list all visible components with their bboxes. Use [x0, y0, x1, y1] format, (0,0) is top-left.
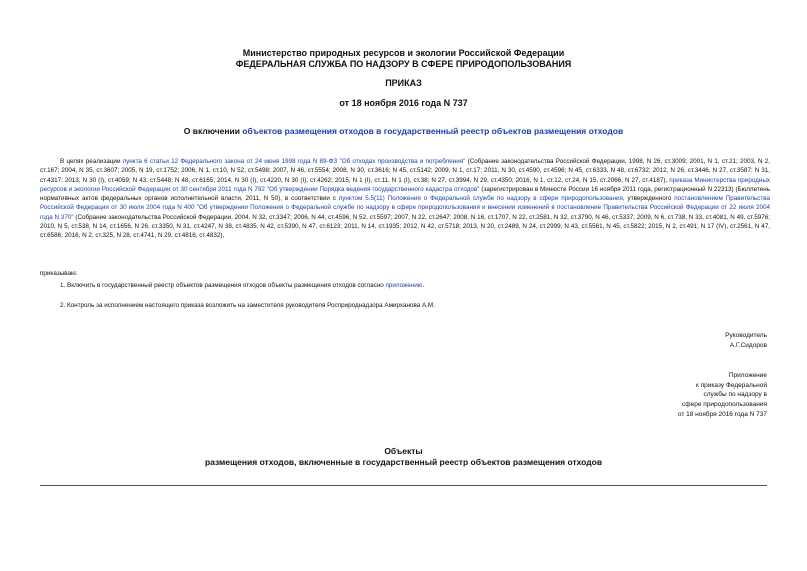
item-2 — [40, 301, 770, 310]
resolution-400-link[interactable]: постановлением Правительства Российской Федерации от 30 июля 2004 года N 400 "Об утверждении Положения о Федеральной службе по надзору в сфере природопользования и внесении изменений в постановление Правительства Российской Федерации от 22 июля 2004 года N 370" — [40, 195, 770, 221]
appendix-title: Объекты — [384, 446, 423, 456]
appendix-subtitle: размещения отходов, включенные в государственный реестр объектов размещения отходов — [204, 457, 603, 467]
horizontal-divider — [40, 485, 767, 486]
appendix-ref-line-2: к приказу Федеральной — [696, 381, 767, 389]
preamble-text-3: (зарегистрирован в Минюсте России 16 ноября 2011 года, регистрационный N 22313) (Бюллетень нормативных актов федеральных органов исполнительной власти, 2011, N 50), в соответствии с — [40, 185, 770, 203]
law-89-fz-link[interactable]: пункта 6 статьи 12 Федерального закона от 24 июня 1998 года N 89-ФЗ "Об отходах производства и потребления" — [122, 158, 466, 165]
ministry-name: Министерство природных ресурсов и экологии Российской Федерации — [242, 48, 565, 58]
title-link[interactable]: объектов размещения отходов в государственный реестр объектов размещения отходов — [242, 126, 624, 136]
signature-name: А.Г.Сидоров — [729, 341, 767, 349]
service-name: ФЕДЕРАЛЬНАЯ СЛУЖБА ПО НАДЗОРУ В СФЕРЕ ПРИРОДОПОЛЬЗОВАНИЯ — [235, 59, 572, 69]
preamble-text-1: В целях реализации — [60, 158, 123, 165]
appendix-ref-line-4: сфере природопользования — [682, 401, 767, 409]
appendix-ref-line-1: Приложение — [728, 372, 767, 379]
regulation-5-5-link[interactable]: пунктом 5.5(11) Положения о Федеральной службе по надзору в сфере природопользования — [338, 195, 623, 203]
preamble-text-4: , утвержденного — [622, 195, 675, 203]
order-792-link[interactable]: приказа Министерства природных ресурсов и экологии Российской Федерации от 30 сентября 2011 года N 792 "Об утверждении Порядка ведения государственного кадастра отходов" — [40, 176, 771, 193]
appendix-link[interactable]: приложению — [385, 282, 423, 289]
appendix-ref-line-5: от 18 ноября 2016 года N 737 — [677, 410, 767, 418]
signature-block — [725, 331, 767, 350]
title-prefix: О включении — [183, 126, 243, 136]
appendix-reference — [678, 371, 767, 420]
doc-type: ПРИКАЗ — [385, 78, 422, 88]
doc-title — [0, 126, 807, 136]
order-word: приказываю: — [40, 270, 78, 277]
item-1 — [40, 281, 770, 290]
item-1-end: . — [422, 282, 425, 289]
item-1-text: 1. Включить в государственный реестр объектов размещения отходов объекты размещения отходов согласно — [60, 282, 386, 289]
item-2-text: 2. Контроль за исполнением настоящего приказа возложить на заместителя руководителя Росприроднадзора Амирханова А.М. — [60, 302, 435, 309]
preamble-text-5: (Собрание законодательства Российской Федерации, 2004, N 32, ст.3347; 2006, N 44, ст.4596, N 52, ст.5597; 2007, N 22, ст.2647; 2008, N 16, ст.1707, N 22, ст.2581, N 32, ст.3790, N 46, ст.5337; 2009, N 6, ст.738, N 33, ст.4081, N 49, ст.5976; 2010, N 5, ст.538, N 14, ст.1656, N 26, ст.3350, N 31, ст.4247, N 38, ст.4835, N 42, ст.5390, N 47, ст.6123; 2011, N 14, ст.1935; 2012, N 42, ст.5718; 2013, N 20, ст.2489, N 24, ст.2999, N 43, ст.5561, N 45, ст.5822; 2015, N 2, ст.491; N 17 (IV), ст.2561, N 47, ст.6586; 2016, N 2, ст.325, N 28, ст.4741, N 29, ст.4816, ст.4832), — [40, 213, 770, 240]
appendix-ref-line-3: службы по надзору в — [703, 391, 767, 399]
doc-date: от 18 ноября 2016 года N 737 — [339, 98, 468, 108]
preamble — [40, 157, 770, 241]
preamble-text-2: (Собрание законодательства Российской Федерации, 1998, N 26, ст.3009; 2001, N 1, ст.21; 2003, N 2, ст.167; 2004, N 35, ст.3607; 2005, N 19, ст.1752; 2006, N 1, ст.10, N 52, ст.5498; 2007, N 46, ст.5554; 2008, N 30, ст.3616; N 45, ст.5142; 2009, N 1, ст.17; 2011, N 30, ст.4590, ст.4596; N 45, ст.6333, N 48, ст.6732; 2012, N 26, ст.3446, N 27, ст.3587; N 31, ст.4317; 2013, N 30 (I), ст.4059; N 43, ст.5448; N 48, ст.6165; 2014, N 30 (I), ст.4220, N 30 (I), ст.4262; 2015, N 1 (I), ст.11, N 1 (I), ст.38; N 27, ст.3994, N 29, ст.4350; 2016, N 1, ст.12, ст.24, N 15, ст.2066, N 27, ст.4187), — [40, 158, 770, 184]
signature-position: Руководитель — [725, 332, 767, 339]
